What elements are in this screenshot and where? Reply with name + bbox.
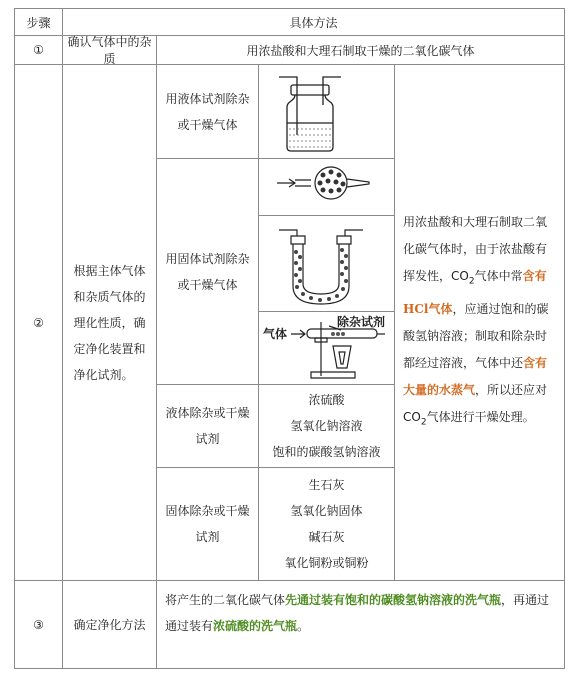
heated-tube-image [259, 312, 394, 384]
explanation-text: ，应通过饱和的碳酸氢钠溶液；制取和除杂时都经过溶液，气体中还 [403, 301, 549, 370]
reagent-item: 浓硫酸 [308, 393, 345, 407]
reagent-item: 氢氧化钠溶液 [290, 419, 363, 433]
solid-device-label [157, 159, 258, 384]
explanation-text: 气体进行干燥处理。 [426, 409, 535, 424]
row2-task-line: 理化性质，确 [73, 315, 146, 330]
liquid-device-label [157, 65, 258, 158]
row3-step: ③ [33, 617, 44, 632]
reagent-item: 碱石灰 [308, 530, 345, 544]
header-step: 步骤 [26, 15, 51, 30]
liquid-reagent-label [157, 385, 258, 467]
reagent-item: 饱和的碳酸氢钠溶液 [272, 445, 381, 459]
highlight-bicarbonate: 先通过装有饱和的碳酸氢钠溶液的洗气瓶 [285, 593, 502, 607]
row2-task-line: 根据主体气体 [73, 263, 146, 278]
label-line: 或干燥气体 [177, 117, 238, 132]
row1-detail: 用浓盐酸和大理石制取干燥的二氧化碳气体 [246, 43, 475, 58]
label-line: 试剂 [195, 432, 220, 446]
label-line: 液体除杂或干燥 [165, 406, 250, 420]
method-text: 将产生的二氧化碳气体 [165, 593, 286, 607]
row2-explanation [395, 65, 564, 580]
row2-task [63, 65, 156, 580]
highlight-hcl: 含有HCl气体 [403, 269, 547, 316]
device4-reagent-label: 除杂试剂 [337, 315, 386, 329]
liquid-reagent-list [259, 385, 394, 467]
method-text: ，再通过通过装有 [165, 593, 550, 633]
label-line: 用固体试剂除杂 [165, 251, 250, 266]
label-line: 试剂 [195, 530, 220, 544]
row2-task-line: 和杂质气体的 [73, 289, 146, 304]
reagent-item: 氧化铜粉或铜粉 [284, 556, 369, 570]
drying-tube-image [259, 159, 394, 215]
row2-task-line: 定净化装置和 [73, 341, 146, 356]
subscript: 2 [468, 276, 475, 287]
row1-task: 确认气体中的杂质 [67, 35, 152, 66]
label-line: 固体除杂或干燥 [165, 504, 250, 518]
label-line: 用液体试剂除杂 [165, 91, 250, 106]
label-line: 或干燥气体 [177, 277, 238, 292]
explanation-text: 用浓盐酸和大理石制取二氧化碳气体时，由于浓盐酸有挥发性，CO [403, 215, 548, 284]
header-method: 具体方法 [289, 15, 338, 30]
reagent-item: 生石灰 [308, 478, 345, 492]
reagent-item: 氢氧化钠固体 [290, 504, 363, 518]
solid-reagent-list [259, 468, 394, 580]
row2-step: ② [33, 315, 44, 330]
device4-gas-label: 气体 [263, 327, 288, 341]
row2-task-line: 净化试剂。 [73, 367, 134, 382]
row3-method [157, 581, 564, 668]
subscript: 2 [420, 416, 427, 427]
row1-step: ① [33, 43, 44, 57]
row3-task: 确定净化方法 [73, 618, 146, 632]
highlight-sulfuric-acid: 浓硫酸的洗气瓶 [213, 619, 298, 633]
explanation-text: ，所以还应对CO [403, 382, 548, 424]
explanation-text: 气体中常 [474, 269, 523, 284]
solid-reagent-label [157, 468, 258, 580]
gas-washing-bottle-image [259, 65, 394, 158]
u-tube-image [259, 216, 394, 311]
method-text: 。 [297, 619, 310, 633]
highlight-water-vapor: 含有大量的水蒸气 [403, 355, 548, 397]
